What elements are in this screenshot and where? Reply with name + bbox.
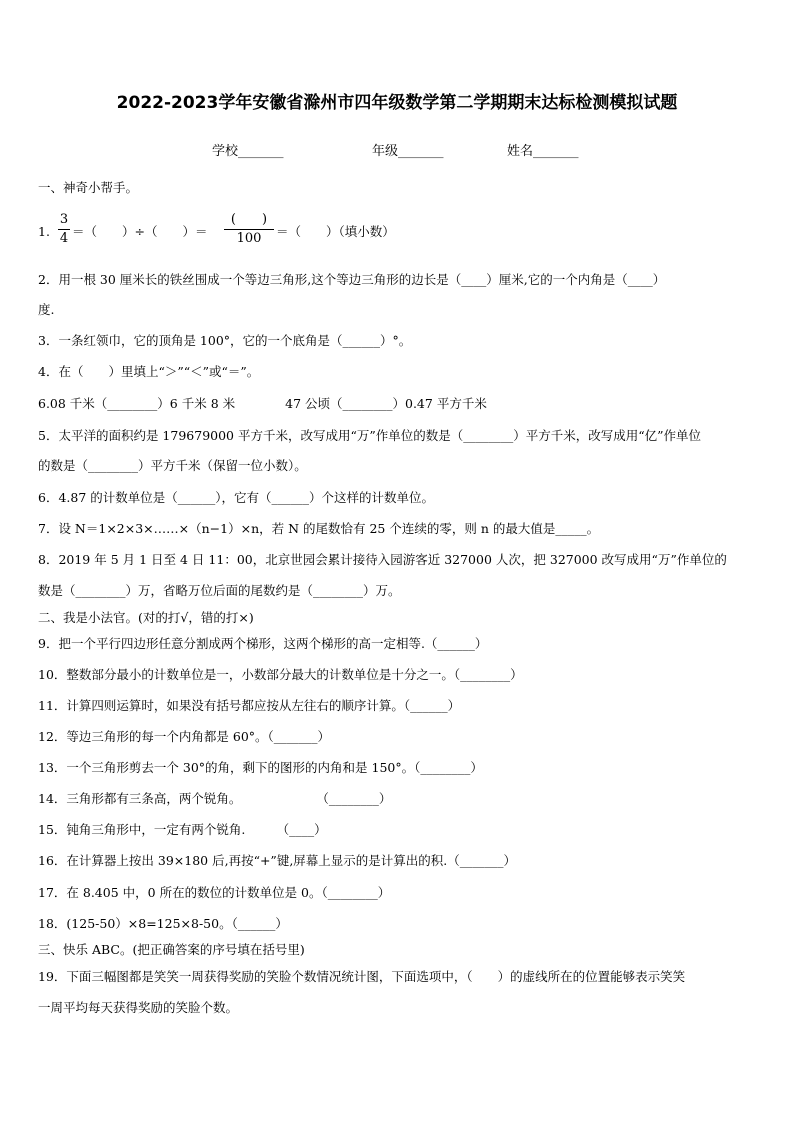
question-4: 4．在（ ）里填上“＞”“＜”或“＝”。 <box>38 364 260 379</box>
section-heading-1: 一、神奇小帮手。 <box>38 180 139 195</box>
question-2-line1: 2．用一根 30 厘米长的铁丝围成一个等边三角形,这个等边三角形的边长是（____）厘米,它的一个内角是（____） <box>38 272 666 287</box>
page-title: 2022-2023学年安徽省滁州市四年级数学第二学期期末达标检测模拟试题 <box>116 93 678 113</box>
question-1-fraction-100 <box>224 212 274 247</box>
question-2-line2: 度. <box>38 302 55 317</box>
question-1-fraction <box>58 212 70 247</box>
question-1-part1: ＝（ ）÷（ ）＝ <box>72 224 208 239</box>
question-1-number: 1. <box>38 224 50 239</box>
grade-field: 年级_______ <box>372 144 444 159</box>
question-4-items: 6.08 千米（________）6 千米 8 米 47 公顷（________）0.47 平方千米 <box>38 396 487 411</box>
section-heading-2: 二、我是小法官。(对的打√，错的打×) <box>38 610 254 625</box>
question-11: 11．计算四则运算时，如果没有括号都应按从左往右的顺序计算。（______） <box>38 698 461 713</box>
school-field: 学校_______ <box>212 144 284 159</box>
question-13: 13．一个三角形剪去一个 30°的角，剩下的图形的内角和是 150°。（________） <box>38 760 483 775</box>
question-10: 10．整数部分最小的计数单位是一，小数部分最大的计数单位是十分之一。（________） <box>38 667 523 682</box>
question-7: 7．设 N＝1×2×3×……×（n−1）×n，若 N 的尾数恰有 25 个连续的零，则 n 的最大值是_____。 <box>38 521 600 536</box>
question-17: 17．在 8.405 中，0 所在的数位的计数单位是 0。（________） <box>38 885 391 900</box>
fraction-denominator: 100 <box>236 231 262 246</box>
question-18: 18．(125-50）×8=125×8-50。（______） <box>38 916 288 931</box>
section-heading-3: 三、快乐 ABC。(把正确答案的序号填在括号里) <box>38 942 305 957</box>
question-19-line2: 一周平均每天获得奖励的笑脸个数。 <box>38 1000 239 1015</box>
question-12: 12．等边三角形的每一个内角都是 60°。（_______） <box>38 729 331 744</box>
fraction-numerator: ( ) <box>230 212 268 227</box>
question-6: 6．4.87 的计数单位是（______），它有（______）个这样的计数单位。 <box>38 490 435 505</box>
fraction-bar <box>58 229 70 230</box>
question-3: 3．一条红领巾，它的顶角是 100°，它的一个底角是（______）°。 <box>38 333 412 348</box>
question-16: 16．在计算器上按出 39×180 后,再按“+”键,屏幕上显示的是计算出的积.（_______） <box>38 853 517 868</box>
question-8-line1: 8．2019 年 5 月 1 日至 4 日 11：00，北京世园会累计接待入园游客近 327000 人次，把 327000 改写成用“万”作单位的 <box>38 552 727 567</box>
question-8-line2: 数是（________）万，省略万位后面的尾数约是（________）万。 <box>38 583 401 598</box>
question-9: 9．把一个平行四边形任意分割成两个梯形，这两个梯形的高一定相等.（______） <box>38 636 488 651</box>
fraction-bar <box>224 229 274 230</box>
question-5-line2: 的数是（________）平方千米（保留一位小数）。 <box>38 458 307 473</box>
fraction-denominator: 4 <box>59 231 69 246</box>
name-field: 姓名_______ <box>507 144 579 159</box>
question-15: 15．钝角三角形中，一定有两个锐角. （____） <box>38 822 327 837</box>
question-1-part2: ＝（ ）（填小数） <box>276 224 395 239</box>
fraction-numerator: 3 <box>59 212 69 227</box>
question-19-line1: 19．下面三幅图都是笑笑一周获得奖励的笑脸个数情况统计图，下面选项中，（ ）的虚线所在的位置能够表示笑笑 <box>38 969 686 984</box>
question-5-line1: 5．太平洋的面积约是 179679000 平方千米，改写成用“万”作单位的数是（________）平方千米，改写成用“亿”作单位 <box>38 428 702 443</box>
question-14: 14．三角形都有三条高，两个锐角。 （________） <box>38 791 392 806</box>
